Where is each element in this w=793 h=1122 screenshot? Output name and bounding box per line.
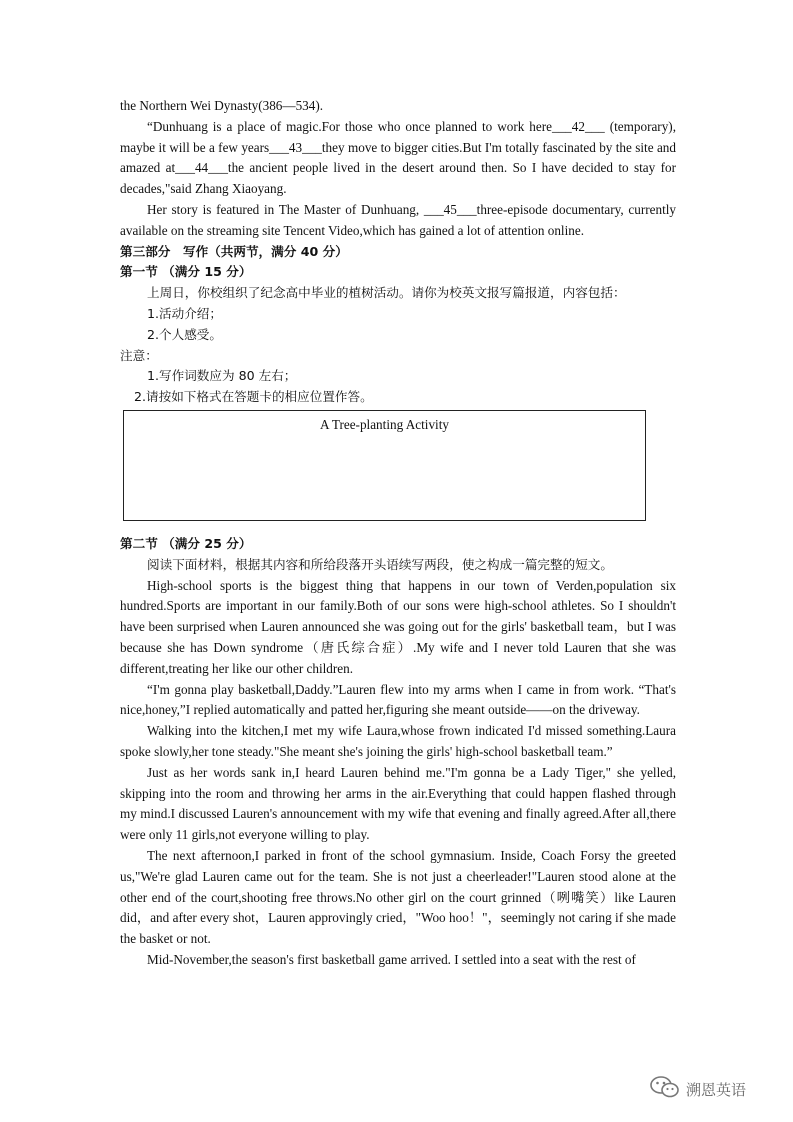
section1-item: 1.活动介绍； xyxy=(147,305,222,321)
watermark-text: 溯恩英语 xyxy=(686,1080,747,1099)
note-item: 1.写作词数应为 80 左右； xyxy=(147,368,297,384)
story-paragraph: Mid-November,the season's first basketball game arrived. I settled into a seat with the rest of xyxy=(147,951,636,967)
intro-line: the Northern Wei Dynasty(386—534). xyxy=(120,98,324,113)
note-item: 2.请按如下格式在答题卡的相应位置作答。 xyxy=(134,389,373,405)
section2-task: 阅读下面材料，根据其内容和所给段落开头语续写两段，使之构成一篇完整的短文。 xyxy=(147,556,613,572)
intro-paragraph-2: Her story is featured in The Master of Dunhuang, ___45___three-episode documentary, currently available on the streaming site Tencent Video,which has gained a lot of attention online. xyxy=(120,201,676,238)
document-page xyxy=(120,96,676,971)
section1-title: 第一节 （满分 15 分） xyxy=(120,264,252,280)
story-paragraph: Walking into the kitchen,I met my wife Laura,whose frown indicated I'd missed something.Laura spoke slowly,her tone steady."She meant she's joining the girls' high-school basketball team.” xyxy=(120,723,676,759)
section2-title: 第二节 （满分 25 分） xyxy=(120,535,252,551)
wechat-icon xyxy=(650,1075,680,1103)
section1-item: 2.个人感受。 xyxy=(147,326,222,342)
watermark xyxy=(650,1075,746,1103)
story-paragraph: Just as her words sank in,I heard Lauren behind me."I'm gonna be a Lady Tiger," she yelled, skipping into the room and throwing her arms in the air.Everything that could happen flashed through my mind.I discussed Lauren's announcement with my wife that evening and finally agreed.After all,there were only 11 girls,not everyone willing to play. xyxy=(120,764,676,843)
story-paragraph: The next afternoon,I parked in front of the school gymnasium. Inside, Coach Forsy the greeted us,"We're glad Lauren came out for the team. She is not just a cheerleader!"Lauren stood alone at the other end of the court,shooting free throws.No other girl on the court grinned（咧嘴笑）like Lauren did，and after every shot，Lauren approvingly cried，"Woo hoo！"，seemingly not caring if she made the basket or not. xyxy=(120,847,676,947)
note-label: 注意： xyxy=(120,347,158,363)
story-paragraph: High-school sports is the biggest thing that happens in our town of Verden,population six hundred.Sports are important in our family.Both of our sons were high-school athletes. So I shouldn't have been surprised when Lauren announced she was going out for the girls' basketball team，but I was because she has Down syndrome（唐氏综合症）.My wife and I never told Lauren that she was different,treating her like our other children. xyxy=(120,577,676,676)
story-paragraph: “I'm gonna play basketball,Daddy.”Lauren flew into my arms when I came in from work. “That's nice,honey,”I replied automatically and patted her,figuring she meant outside——on the driveway. xyxy=(120,681,676,718)
answer-box xyxy=(123,410,646,521)
part3-title: 第三部分 写作（共两节，满分 40 分） xyxy=(120,243,348,259)
intro-paragraph-1: “Dunhuang is a place of magic.For those who once planned to work here___42___ (temporary), maybe it will be a few years___43___they move to bigger cities.But I'm totally fascinated by the site and amazed at___44___the ancient people lived in the desert around then. So I have decided to stay for decades,"said Zhang Xiaoyang. xyxy=(120,118,676,197)
section1-task: 上周日，你校组织了纪念高中毕业的植树活动。请你为校英文报写篇报道，内容包括： xyxy=(147,285,626,301)
answer-box-title: A Tree-planting Activity xyxy=(320,416,449,432)
